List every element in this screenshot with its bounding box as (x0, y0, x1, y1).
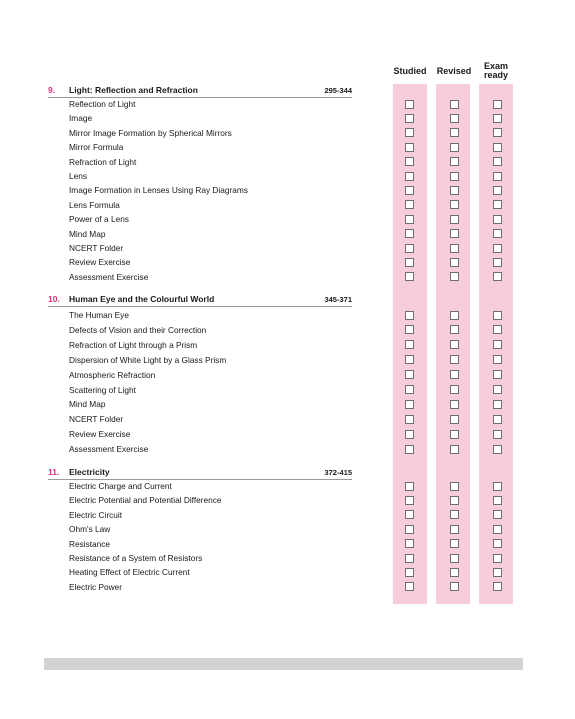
exam-ready-checkbox[interactable] (493, 340, 502, 349)
studied-checkbox[interactable] (405, 539, 414, 548)
studied-checkbox[interactable] (405, 482, 414, 491)
studied-checkbox[interactable] (405, 172, 414, 181)
studied-checkbox[interactable] (405, 445, 414, 454)
chapter-number: 11. (48, 467, 60, 477)
exam-ready-checkbox[interactable] (493, 355, 502, 364)
revised-checkbox[interactable] (450, 311, 459, 320)
revised-checkbox[interactable] (450, 128, 459, 137)
revised-checkbox[interactable] (450, 172, 459, 181)
studied-checkbox[interactable] (405, 400, 414, 409)
revised-checkbox[interactable] (450, 445, 459, 454)
studied-checkbox[interactable] (405, 355, 414, 364)
revised-checkbox[interactable] (450, 340, 459, 349)
revised-checkbox[interactable] (450, 510, 459, 519)
exam-ready-checkbox[interactable] (493, 157, 502, 166)
revised-checkbox[interactable] (450, 355, 459, 364)
topic-label: Mirror Formula (69, 142, 124, 153)
chapter-page-range: 372-415 (324, 468, 352, 477)
exam-ready-checkbox[interactable] (493, 385, 502, 394)
revised-checkbox[interactable] (450, 325, 459, 334)
revised-checkbox[interactable] (450, 186, 459, 195)
topic-label: Image (69, 113, 93, 124)
revised-checkbox[interactable] (450, 385, 459, 394)
chapter-header (48, 294, 352, 307)
studied-checkbox[interactable] (405, 200, 414, 209)
exam-ready-checkbox[interactable] (493, 415, 502, 424)
topic-label: Lens Formula (69, 199, 120, 210)
topic-label: The Human Eye (69, 310, 129, 320)
topic-label: Electric Power (69, 581, 123, 592)
exam-ready-checkbox[interactable] (493, 172, 502, 181)
studied-checkbox[interactable] (405, 128, 414, 137)
topic-label: Review Exercise (69, 257, 131, 268)
topic-label: Defects of Vision and their Correction (69, 324, 207, 335)
studied-checkbox[interactable] (405, 311, 414, 320)
studied-checkbox[interactable] (405, 496, 414, 505)
revised-checkbox[interactable] (450, 229, 459, 238)
exam-ready-checkbox[interactable] (493, 100, 502, 109)
topic-label: Refraction of Light through a Prism (69, 339, 198, 350)
exam-ready-checkbox[interactable] (493, 229, 502, 238)
studied-checkbox[interactable] (405, 340, 414, 349)
exam-ready-column-header: Exam ready (483, 61, 509, 80)
studied-checkbox[interactable] (405, 244, 414, 253)
chapter-number: 10. (48, 294, 60, 304)
exam-ready-checkbox[interactable] (493, 272, 502, 281)
topic-label: Electric Charge and Current (69, 481, 172, 491)
studied-checkbox[interactable] (405, 114, 414, 123)
topic-label: Mirror Image Formation by Spherical Mirrors (69, 127, 232, 138)
studied-checkbox[interactable] (405, 568, 414, 577)
studied-checkbox[interactable] (405, 370, 414, 379)
topic-label: Heating Effect of Electric Current (69, 567, 190, 578)
exam-ready-checkbox[interactable] (493, 482, 502, 491)
exam-ready-checkbox[interactable] (493, 114, 502, 123)
revised-column-header: Revised (436, 66, 472, 76)
revised-checkbox[interactable] (450, 114, 459, 123)
studied-checkbox[interactable] (405, 582, 414, 591)
exam-ready-checkbox[interactable] (493, 539, 502, 548)
chapter-page-range: 295-344 (324, 86, 352, 95)
topic-label: NCERT Folder (69, 414, 124, 425)
revised-checkbox[interactable] (450, 157, 459, 166)
chapter-header (48, 467, 352, 480)
topic-label: Atmospheric Refraction (69, 369, 156, 380)
studied-column-header: Studied (393, 66, 427, 76)
revised-checkbox[interactable] (450, 539, 459, 548)
studied-checkbox[interactable] (405, 215, 414, 224)
topic-label: Assessment Exercise (69, 444, 149, 455)
exam-ready-checkbox[interactable] (493, 510, 502, 519)
exam-ready-checkbox[interactable] (493, 215, 502, 224)
studied-checkbox[interactable] (405, 229, 414, 238)
studied-checkbox[interactable] (405, 415, 414, 424)
studied-checkbox[interactable] (405, 385, 414, 394)
studied-checkbox[interactable] (405, 272, 414, 281)
exam-ready-checkbox[interactable] (493, 568, 502, 577)
studied-checkbox[interactable] (405, 186, 414, 195)
revised-checkbox[interactable] (450, 582, 459, 591)
topic-label: Refraction of Light (69, 156, 137, 167)
exam-ready-checkbox[interactable] (493, 311, 502, 320)
studied-checkbox[interactable] (405, 525, 414, 534)
studied-checkbox[interactable] (405, 430, 414, 439)
topic-label: Power of a Lens (69, 214, 129, 225)
exam-ready-checkbox[interactable] (493, 430, 502, 439)
studied-checkbox[interactable] (405, 325, 414, 334)
topic-label: Review Exercise (69, 429, 131, 440)
exam-ready-checkbox[interactable] (493, 186, 502, 195)
revised-checkbox[interactable] (450, 482, 459, 491)
topic-label: Scattering of Light (69, 384, 136, 395)
revised-checkbox[interactable] (450, 400, 459, 409)
studied-checkbox[interactable] (405, 157, 414, 166)
chapter-page-range: 345-371 (324, 295, 352, 304)
studied-checkbox[interactable] (405, 510, 414, 519)
chapter-title: Light: Reflection and Refraction (69, 85, 198, 95)
chapter-title: Electricity (69, 467, 110, 477)
exam-ready-checkbox[interactable] (493, 244, 502, 253)
topic-label: Resistance of a System of Resistors (69, 553, 203, 563)
exam-ready-checkbox[interactable] (493, 496, 502, 505)
topic-label: Electric Potential and Potential Difference (69, 495, 222, 506)
topic-label: Mind Map (69, 399, 106, 410)
topic-label: Image Formation in Lenses Using Ray Diagrams (69, 185, 248, 196)
footer-bar (44, 658, 523, 670)
chapter-header (48, 85, 352, 98)
exam-ready-checkbox[interactable] (493, 143, 502, 152)
topic-label: Mind Map (69, 228, 106, 239)
revised-checkbox[interactable] (450, 430, 459, 439)
revised-checkbox[interactable] (450, 244, 459, 253)
studied-checkbox[interactable] (405, 100, 414, 109)
revised-checkbox[interactable] (450, 258, 459, 267)
chapter-title: Human Eye and the Colourful World (69, 294, 215, 304)
chapter-number: 9. (48, 85, 56, 95)
revised-checkbox[interactable] (450, 143, 459, 152)
topic-label: Assessment Exercise (69, 271, 149, 282)
exam-ready-checkbox[interactable] (493, 200, 502, 209)
revised-checkbox[interactable] (450, 554, 459, 563)
exam-ready-checkbox[interactable] (493, 325, 502, 334)
revised-checkbox[interactable] (450, 568, 459, 577)
studied-checkbox[interactable] (405, 143, 414, 152)
revised-checkbox[interactable] (450, 525, 459, 534)
revised-checkbox[interactable] (450, 100, 459, 109)
studied-checkbox[interactable] (405, 258, 414, 267)
topic-label: Dispersion of White Light by a Glass Prism (69, 354, 227, 365)
revised-checkbox[interactable] (450, 272, 459, 281)
topic-label: Reflection of Light (69, 99, 136, 109)
exam-ready-checkbox[interactable] (493, 582, 502, 591)
studied-checkbox[interactable] (405, 554, 414, 563)
topic-label: Lens (69, 171, 87, 181)
exam-ready-checkbox[interactable] (493, 400, 502, 409)
revised-checkbox[interactable] (450, 215, 459, 224)
revised-checkbox[interactable] (450, 415, 459, 424)
exam-ready-checkbox[interactable] (493, 525, 502, 534)
topic-label: Electric Circuit (69, 509, 123, 520)
exam-ready-checkbox[interactable] (493, 370, 502, 379)
exam-ready-checkbox[interactable] (493, 128, 502, 137)
revised-checkbox[interactable] (450, 496, 459, 505)
topic-label: Resistance (69, 538, 111, 549)
exam-ready-checkbox[interactable] (493, 445, 502, 454)
exam-ready-checkbox[interactable] (493, 258, 502, 267)
topic-label: NCERT Folder (69, 243, 124, 253)
exam-ready-checkbox[interactable] (493, 554, 502, 563)
revised-checkbox[interactable] (450, 370, 459, 379)
topic-label: Ohm's Law (69, 524, 111, 535)
revised-checkbox[interactable] (450, 200, 459, 209)
